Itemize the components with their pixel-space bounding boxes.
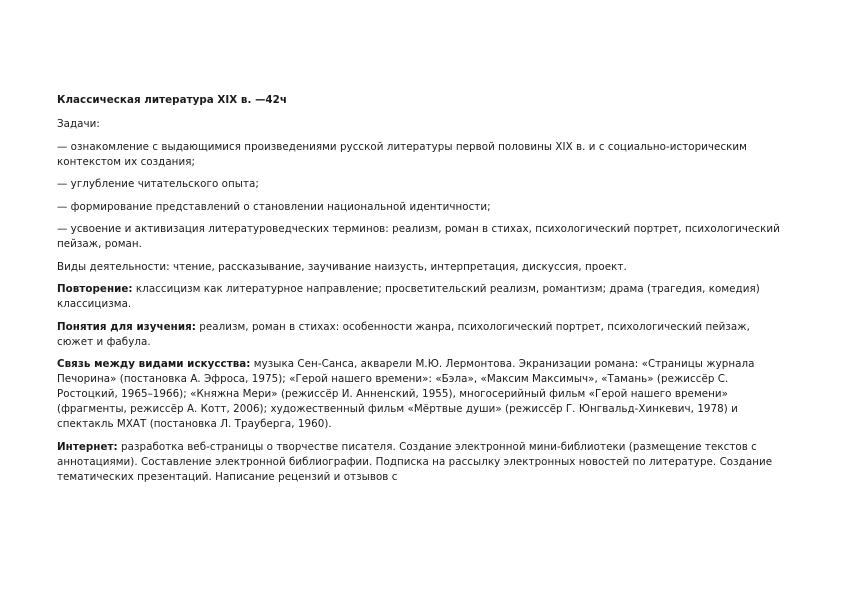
arts-paragraph	[57, 357, 787, 432]
arts-label: Связь между видами искусства:	[57, 358, 251, 370]
document-body	[57, 93, 787, 492]
task-item: — формирование представлений о становлении национальной идентичности;	[57, 200, 491, 213]
internet-label: Интернет:	[57, 440, 118, 453]
activities-paragraph: Виды деятельности: чтение, рассказывание, заучивание наизусть, интерпретация, дискуссия, проект.	[57, 260, 627, 273]
concepts-label: Понятия для изучения:	[57, 320, 196, 333]
document-title: Классическая литература XIX в. —42ч	[57, 94, 287, 106]
task-item: — углубление читательского опыта;	[57, 178, 259, 190]
repetition-paragraph	[57, 282, 787, 312]
internet-paragraph	[57, 440, 787, 485]
tasks-heading: Задачи:	[57, 118, 100, 130]
internet-text: разработка веб-страницы о творчестве писателя. Создание электронной мини-библиотеки (размещение текстов с аннотациями). Составление электронной библиографии. Подписка на рассылку электронных новостей по литературе. Создание тематических презентаций. Написание рецензий и отзывов с	[57, 440, 773, 483]
repetition-text: классицизм как литературное направление; просветительский реализм, романтизм; драма (трагедия, комедия) классицизма.	[57, 283, 760, 310]
concepts-text: реализм, роман в стихах: особенности жанра, психологический портрет, психологический пейзаж, сюжет и фабула.	[57, 320, 750, 348]
arts-text: музыка Сен-Санса, акварели М.Ю. Лермонтова. Экранизации романа: «Страницы журнала Печорина» (постановка А. Эфроса, 1975); «Герой нашего времени»: «Бэла», «Максим Максимыч», «Тамань» (режиссёр С. Ростоцкий, 1965–1966); «Княжна Мери» (режиссёр И. Анненский, 1955), многосерийный фильм «Герой нашего времени» (фрагменты, режиссёр А. Котт, 2006); художественный фильм «Мёртвые души» (режиссёр Г. Юнгвальд-Хинкевич, 1978) и спектакль МХАТ (постановка Л. Трауберга, 1960).	[57, 358, 755, 430]
repetition-label: Повторение:	[57, 283, 133, 295]
task-item: — усвоение и активизация литературоведческих терминов: реализм, роман в стихах, психологический портрет, психологический пейзаж, роман.	[57, 223, 780, 250]
concepts-paragraph	[57, 320, 787, 350]
task-item: — ознакомление с выдающимися произведениями русской литературы первой половины XIX в. и с социально-историческим контекстом их создания;	[57, 140, 747, 168]
